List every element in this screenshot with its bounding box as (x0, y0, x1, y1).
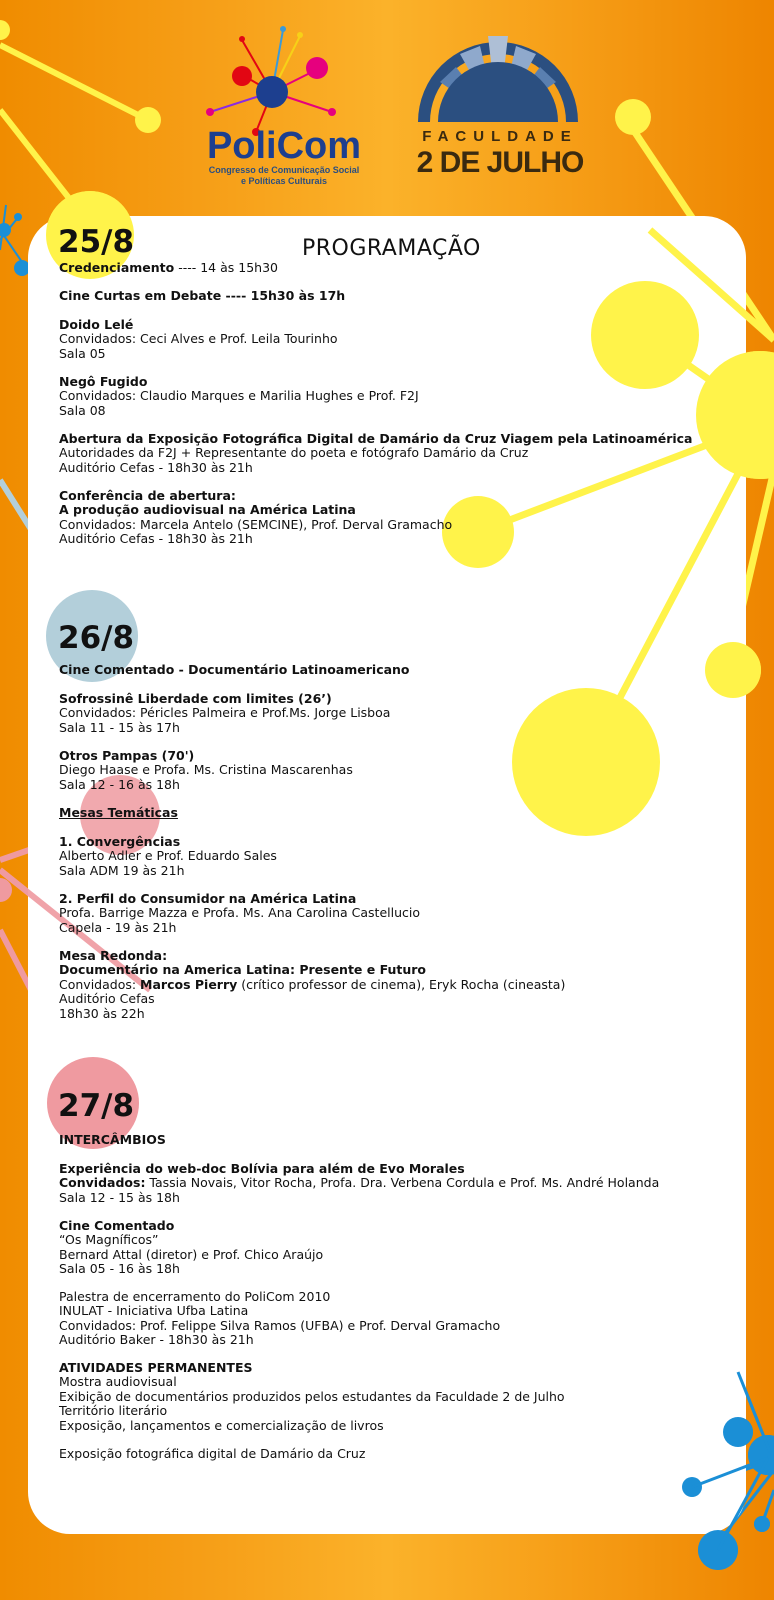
event-film: “Os Magníficos” (59, 1232, 159, 1248)
event-otros-pampas (59, 749, 353, 792)
event-room: Capela - 19 às 21h (59, 919, 177, 935)
event-title: Abertura da Exposição Fotográfica Digital de Damário da Cruz Viagem pela Latinoamérica (59, 431, 693, 446)
guests-label: Convidados: (59, 1175, 146, 1191)
event-guests: Convidados: Claudio Marques e Marilia Hughes e Prof. F2J (59, 388, 419, 404)
cine-comentado-doc: Cine Comentado - Documentário Latinoamericano (59, 662, 410, 677)
palestra-line-3: Convidados: Prof. Felippe Silva Ramos (UFBA) e Prof. Derval Gramacho (59, 1317, 501, 1333)
atividades-line-4: Exposição, lançamentos e comercialização de livros (59, 1417, 384, 1433)
event-conferencia (59, 489, 452, 547)
palestra-line-1: Palestra de encerramento do PoliCom 2010 (59, 1289, 331, 1304)
atividades-line-1: Mostra audiovisual (59, 1374, 177, 1390)
faculdade-line-1: FACULDADE (422, 128, 578, 145)
event-title: Experiência do web-doc Bolívia para além de Evo Morales (59, 1161, 465, 1176)
credenciamento-label: Credenciamento (59, 260, 175, 275)
guests-rest: (crítico professor de cinema), Eryk Rocha (cineasta) (237, 976, 566, 992)
event-title: Doido Lelé (59, 317, 134, 332)
event-guests: Convidados: Marcela Antelo (SEMCINE), Prof. Derval Gramacho (59, 516, 453, 532)
event-room: Sala 11 - 15 às 17h (59, 719, 180, 735)
event-guests: Diego Haase e Profa. Ms. Cristina Mascarenhas (59, 762, 353, 778)
event-room: Auditório Cefas (59, 991, 155, 1007)
event-guests: Profa. Barrige Mazza e Profa. Ms. Ana Carolina Castellucio (59, 905, 421, 921)
event-convergencias (59, 835, 277, 878)
atividades-line-2: Exibição de documentários produzidos pelos estudantes da Faculdade 2 de Julho (59, 1388, 565, 1404)
event-guests: Convidados: Ceci Alves e Prof. Leila Tourinho (59, 331, 338, 347)
event-title: Conferência de abertura: (59, 488, 236, 503)
event-title: Negô Fugido (59, 374, 148, 389)
atividades-line-5: Exposição fotográfica digital de Damário da Cruz (59, 1446, 366, 1461)
event-title: Otros Pampas (70') (59, 748, 195, 763)
event-title: Mesa Redonda: (59, 948, 168, 963)
event-subtitle: A produção audiovisual na América Latina (59, 502, 356, 518)
event-webdoc (59, 1162, 659, 1205)
day-1-date: 25/8 (58, 224, 135, 260)
cine-curtas: Cine Curtas em Debate ---- 15h30 às 17h (59, 288, 346, 303)
event-room: Sala 05 (59, 345, 106, 361)
event-nego-fugido (59, 375, 419, 418)
guests-prefix: Convidados: (59, 976, 141, 992)
atividades-line-3: Território literário (59, 1403, 168, 1419)
event-guests: Bernard Attal (diretor) e Prof. Chico Araújo (59, 1246, 324, 1262)
intercambios-heading: INTERCÂMBIOS (59, 1132, 166, 1147)
event-room: Sala 12 - 16 às 18h (59, 776, 180, 792)
event-guests (59, 978, 565, 992)
page-title: PROGRAMAÇÃO (302, 236, 481, 261)
day-2-date: 26/8 (58, 620, 135, 656)
guests-bold: Marcos Pierry (140, 976, 238, 992)
atividades-title: ATIVIDADES PERMANENTES (59, 1360, 253, 1375)
event-guests: Autoridades da F2J + Representante do poeta e fotógrafo Damário da Cruz (59, 445, 529, 461)
policom-subtitle-2: e Políticas Culturais (240, 176, 328, 186)
event-room: Sala 08 (59, 402, 106, 418)
event-cine-comentado (59, 1219, 323, 1277)
event-doido-lele (59, 318, 338, 361)
event-guests: Alberto Adler e Prof. Eduardo Sales (59, 848, 277, 864)
event-subtitle: Documentário na America Latina: Presente e Futuro (59, 962, 427, 978)
palestra-line-4: Auditório Baker - 18h30 às 21h (59, 1332, 254, 1348)
event-title: Cine Comentado (59, 1218, 175, 1233)
event-guests: Convidados: Péricles Palmeira e Prof.Ms. Jorge Lisboa (59, 705, 391, 721)
event-room: Auditório Cefas - 18h30 às 21h (59, 459, 253, 475)
event-mesa-redonda (59, 949, 565, 1021)
event-title: Sofrossinê Liberdade com limites (26’) (59, 691, 332, 706)
event-palestra-encerramento (59, 1290, 500, 1348)
guests-names: Tassia Novais, Vitor Rocha, Profa. Dra. Verbena Cordula e Prof. Ms. André Holanda (145, 1175, 660, 1191)
credenciamento-time: ---- 14 às 15h30 (174, 260, 278, 275)
event-perfil-consumidor (59, 892, 420, 935)
faculdade-line-2: 2 DE JULHO (416, 146, 584, 179)
day-3-date: 27/8 (58, 1088, 135, 1124)
mesas-tematicas-heading: Mesas Temáticas (59, 805, 178, 820)
event-title: 2. Perfil do Consumidor na América Latina (59, 891, 357, 906)
event-room: Auditório Cefas - 18h30 às 21h (59, 531, 253, 547)
day-1-credenciamento (59, 261, 278, 275)
event-room: Sala 05 - 16 às 18h (59, 1261, 180, 1277)
event-room: Sala ADM 19 às 21h (59, 862, 185, 878)
atividades-permanentes (59, 1361, 565, 1433)
event-room: Sala 12 - 15 às 18h (59, 1189, 180, 1205)
event-title: 1. Convergências (59, 834, 181, 849)
policom-subtitle-1: Congresso de Comunicação Social (208, 165, 360, 175)
event-sofrossine (59, 692, 390, 735)
policom-name: PoliCom (206, 125, 362, 167)
event-guests (59, 1176, 659, 1190)
palestra-line-2: INULAT - Iniciativa Ufba Latina (59, 1303, 249, 1319)
event-time: 18h30 às 22h (59, 1005, 145, 1021)
event-abertura-exposicao (59, 432, 693, 475)
